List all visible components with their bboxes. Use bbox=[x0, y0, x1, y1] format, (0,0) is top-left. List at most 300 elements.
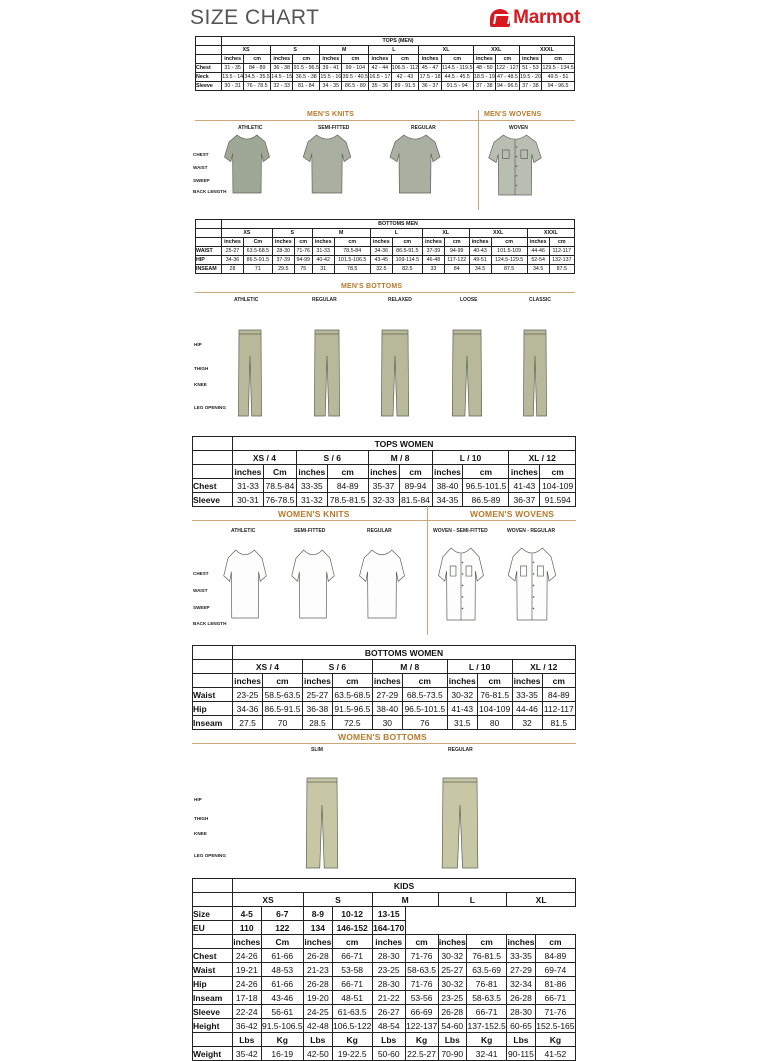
fit-label: ATHLETIC bbox=[234, 297, 259, 303]
measure-label: SWEEP bbox=[193, 178, 210, 183]
table-cell: 96.5-101.5 bbox=[463, 479, 509, 493]
fit-label: RELAXED bbox=[388, 297, 412, 303]
measure-label: BACK LENGTH bbox=[193, 621, 227, 626]
table-cell: 31-33 bbox=[312, 247, 334, 256]
table-cell: 106.5-122 bbox=[333, 1020, 372, 1031]
table-cell: 61-66 bbox=[261, 949, 304, 963]
unit-header: inches bbox=[372, 935, 405, 949]
unit-header: cm bbox=[332, 935, 372, 949]
womens-knits-title: WOMEN'S KNITS bbox=[278, 509, 350, 519]
athletic-knit-shirt-icon bbox=[225, 135, 270, 193]
table-cell: 30-32 bbox=[447, 688, 477, 702]
table-cell: 61-66 bbox=[261, 977, 304, 991]
table-cell: 39.5 - 40.5 bbox=[342, 74, 368, 80]
table-cell: 28-30 bbox=[372, 949, 405, 963]
table-cell: 104-109 bbox=[540, 479, 576, 493]
table-cell: 48 - 50 bbox=[473, 64, 495, 73]
row-label: EU bbox=[193, 921, 233, 935]
table-cell: 104-109 bbox=[479, 703, 511, 714]
unit-header: inches bbox=[507, 936, 535, 947]
table-cell: 10-12 bbox=[332, 907, 372, 921]
table-cell: 34-36 bbox=[370, 247, 392, 256]
table-cell: 52-54 bbox=[527, 256, 549, 265]
table-cell: 24-26 bbox=[233, 977, 262, 991]
table-cell: 17-18 bbox=[233, 991, 262, 1005]
unit-header: inches bbox=[234, 466, 262, 477]
unit-header: inches bbox=[448, 675, 476, 686]
table-cell: 26-28 bbox=[438, 1005, 467, 1019]
unit-header: Lbs bbox=[304, 1033, 333, 1047]
table-cell: 45 - 47 bbox=[419, 64, 441, 73]
table-cell: 49.5 - 51 bbox=[542, 73, 575, 82]
table-cell: 58-63.5 bbox=[405, 963, 438, 977]
unit-header: Lbs bbox=[438, 1033, 467, 1047]
table-cell: 19-22.5 bbox=[332, 1047, 372, 1061]
table-cell: 42-48 bbox=[304, 1019, 333, 1033]
table-cell: 18.5 - 19 bbox=[473, 74, 495, 80]
unit-header: inches bbox=[433, 466, 461, 477]
size-header: XL / 12 bbox=[512, 660, 576, 674]
table-cell: 41-52 bbox=[535, 1047, 575, 1061]
unit-header: inches bbox=[271, 55, 293, 64]
table-cell: 36-38 bbox=[302, 702, 332, 716]
row-label: Inseam bbox=[193, 716, 233, 730]
table-cell: 87.5 bbox=[549, 265, 574, 274]
unit-header: cm bbox=[477, 674, 512, 688]
table-cell: 46-48 bbox=[422, 256, 444, 265]
table-cell: 42 - 43 bbox=[391, 73, 419, 82]
size-header: XL / 12 bbox=[509, 451, 576, 465]
unit-header: inches bbox=[272, 238, 294, 247]
table-cell: 36-37 bbox=[509, 493, 540, 507]
unit-header: inches bbox=[222, 55, 244, 64]
table-cell: 87.5 bbox=[491, 265, 527, 274]
table-cell: 122 - 127 bbox=[496, 65, 519, 71]
table-cell: 69-74 bbox=[535, 963, 575, 977]
table-cell: 33 bbox=[422, 265, 444, 274]
table-cell: 112-117 bbox=[549, 247, 574, 256]
table-cell: 81 - 84 bbox=[293, 82, 320, 91]
table-cell: 44-46 bbox=[527, 247, 549, 256]
row-label: Waist bbox=[193, 963, 233, 977]
unit-header: inches bbox=[513, 675, 541, 686]
size-header: XL bbox=[507, 893, 576, 907]
unit-header: cm bbox=[294, 238, 312, 247]
row-label: Sleeve bbox=[196, 82, 222, 91]
measure-label: THIGH bbox=[194, 366, 209, 371]
table-cell: 81.5 bbox=[542, 716, 575, 730]
table-cell: 19-20 bbox=[304, 991, 333, 1005]
classic-pants-icon bbox=[523, 330, 546, 416]
table-cell: 66-71 bbox=[332, 977, 372, 991]
unit-header: inches bbox=[469, 238, 491, 247]
table-cell: 21-23 bbox=[304, 963, 333, 977]
row-label: Neck bbox=[196, 73, 222, 82]
measure-label: KNEE bbox=[194, 382, 207, 387]
table-cell: 28-30 bbox=[507, 1005, 536, 1019]
table-cell: 34-36 bbox=[233, 702, 263, 716]
table-cell: 26-28 bbox=[304, 949, 333, 963]
table-cell: 76 - 78.5 bbox=[244, 82, 271, 91]
table-cell: 37 - 38 bbox=[473, 82, 495, 91]
table-cell: 43-46 bbox=[261, 991, 304, 1005]
fit-label: REGULAR bbox=[312, 297, 337, 303]
page-title: SIZE CHART bbox=[190, 6, 320, 29]
unit-header: cm bbox=[444, 238, 469, 247]
table-cell: 23-25 bbox=[438, 991, 467, 1005]
row-label: HIP bbox=[196, 256, 222, 265]
unit-header: cm bbox=[342, 55, 369, 64]
table-cell: 37-39 bbox=[422, 247, 444, 256]
measure-label: SWEEP bbox=[193, 605, 210, 610]
size-header: L / 10 bbox=[432, 451, 509, 465]
athletic-pants-icon bbox=[238, 330, 261, 416]
table-cell: 31.5 bbox=[447, 716, 477, 730]
table-cell: 8-9 bbox=[304, 907, 333, 921]
unit-header: cm bbox=[402, 674, 447, 688]
women-slim-pants-icon bbox=[306, 778, 338, 868]
table-cell: 34 - 35 bbox=[320, 82, 342, 91]
table-cell: 106.5 - 112 bbox=[391, 65, 419, 71]
table-cell: 71-76 bbox=[294, 247, 312, 256]
unit-header: cm bbox=[327, 465, 368, 479]
table-cell: 71-76 bbox=[405, 949, 438, 963]
table-cell: 31-32 bbox=[296, 493, 327, 507]
table-cell: 34.5 - 35.5 bbox=[244, 74, 270, 80]
table-cell: 31-33 bbox=[233, 479, 264, 493]
size-header: XS / 4 bbox=[233, 451, 297, 465]
table-cell: 27.5 bbox=[233, 716, 263, 730]
table-cell: 32-34 bbox=[507, 977, 536, 991]
relaxed-pants-icon bbox=[381, 330, 408, 416]
table-cell: 122 bbox=[261, 921, 304, 935]
unit-header: inches bbox=[320, 55, 342, 64]
table-cell: 4-5 bbox=[233, 907, 262, 921]
unit-header: Kg bbox=[467, 1033, 507, 1047]
size-header: M / 8 bbox=[368, 451, 432, 465]
table-cell: 6-7 bbox=[261, 907, 304, 921]
table-cell: 34.5 bbox=[527, 265, 549, 274]
table-cell: 78.5-81.5 bbox=[327, 493, 368, 507]
table-cell: 26-27 bbox=[372, 1005, 405, 1019]
table-cell: 26-28 bbox=[507, 991, 536, 1005]
row-label: Chest bbox=[193, 479, 233, 493]
table-cell: 76-81 bbox=[467, 977, 507, 991]
unit-header: inches bbox=[234, 675, 262, 686]
mens-wovens-title: MEN'S WOVENS bbox=[484, 111, 542, 118]
table-cell: 81-86 bbox=[535, 977, 575, 991]
table-cell: 68.5-73.5 bbox=[402, 688, 447, 702]
table-cell: 16.5 - 17 bbox=[369, 74, 391, 80]
fit-label: WOVEN - SEMI-FITTED bbox=[433, 528, 488, 534]
size-header: L bbox=[369, 46, 419, 55]
table-caption: TOPS (MEN) bbox=[222, 37, 575, 46]
unit-header: inches bbox=[298, 466, 326, 477]
unit-header: inches bbox=[519, 55, 541, 64]
unit-header: cm bbox=[463, 465, 509, 479]
table-cell: 30-32 bbox=[438, 949, 467, 963]
table-cell: 96.5-101.5 bbox=[402, 702, 447, 716]
table-cell: 53-58 bbox=[332, 963, 372, 977]
unit-header: Lbs bbox=[507, 1033, 536, 1047]
table-cell: 44-46 bbox=[512, 702, 542, 716]
blank-cell bbox=[193, 1033, 233, 1047]
table-cell: 17.5 - 18 bbox=[419, 74, 441, 80]
row-label: Sleeve bbox=[193, 1005, 233, 1019]
table-cell: 31 bbox=[312, 265, 334, 274]
row-label: INSEAM bbox=[196, 265, 222, 274]
table-cell: 37 - 38 bbox=[519, 82, 541, 91]
table-cell: 75 bbox=[294, 265, 312, 274]
table-cell: 94 - 96.5 bbox=[542, 82, 575, 91]
table-cell: 48-51 bbox=[332, 991, 372, 1005]
size-header: S bbox=[272, 229, 312, 238]
size-header: L bbox=[370, 229, 422, 238]
table-cell: 24-26 bbox=[233, 949, 262, 963]
table-cell: 22-24 bbox=[233, 1005, 262, 1019]
size-header: M bbox=[320, 46, 369, 55]
measure-label: KNEE bbox=[194, 831, 207, 836]
unit-header: Cm bbox=[261, 935, 304, 949]
unit-header: Lbs bbox=[233, 1033, 262, 1047]
size-header: XXXL bbox=[519, 46, 574, 55]
table-cell: 29.5 bbox=[272, 265, 294, 274]
table-cell: 82.5 bbox=[392, 265, 422, 274]
table-cell: 78.5 bbox=[334, 265, 370, 274]
table-cell: 28-30 bbox=[272, 247, 294, 256]
measure-label: LEG OPENING bbox=[194, 853, 226, 858]
table-cell: 48-53 bbox=[261, 963, 304, 977]
table-cell: 23-25 bbox=[372, 963, 405, 977]
measure-label: WAIST bbox=[193, 588, 208, 593]
table-cell: 34.5 bbox=[469, 265, 491, 274]
table-cell: 41-43 bbox=[447, 702, 477, 716]
row-label: Hip bbox=[193, 977, 233, 991]
unit-header: cm bbox=[540, 465, 576, 479]
size-header: XXL bbox=[469, 229, 527, 238]
table-cell: 63.5-69 bbox=[467, 963, 507, 977]
table-cell: 27-29 bbox=[507, 963, 536, 977]
table-cell: 49-51 bbox=[469, 256, 491, 265]
table-cell: 134 bbox=[304, 921, 333, 935]
table-cell: 76 bbox=[402, 716, 447, 730]
table-cell: 33-35 bbox=[512, 688, 542, 702]
unit-header: Kg bbox=[405, 1033, 438, 1047]
table-cell: 30 bbox=[372, 716, 402, 730]
unit-header: Lbs bbox=[372, 1033, 405, 1047]
table-cell: 86.5-91.5 bbox=[243, 256, 272, 265]
table-cell: 86.5 - 89 bbox=[342, 82, 369, 91]
woven-shirt-icon bbox=[489, 135, 542, 195]
brand-name: Marmot bbox=[513, 7, 580, 28]
table-cell: 78.5-84 bbox=[263, 479, 296, 493]
table-cell: 39 - 41 bbox=[320, 64, 342, 73]
table-cell: 25-27 bbox=[302, 688, 332, 702]
row-label: WAIST bbox=[196, 247, 222, 256]
size-header: S bbox=[271, 46, 320, 55]
table-cell: 37-39 bbox=[272, 256, 294, 265]
table-cell: 114.5 - 119.5 bbox=[441, 65, 473, 71]
table-cell: 27-29 bbox=[372, 688, 402, 702]
table-cell: 28.5 bbox=[302, 716, 332, 730]
measure-label: CHEST bbox=[193, 571, 209, 576]
unit-header: Kg bbox=[535, 1033, 575, 1047]
row-label: Inseam bbox=[193, 991, 233, 1005]
table-cell: 19-21 bbox=[233, 963, 262, 977]
measure-label: HIP bbox=[194, 342, 202, 347]
table-cell: 13-15 bbox=[372, 907, 405, 921]
measure-label: HIP bbox=[194, 797, 202, 802]
table-cell: 54-60 bbox=[438, 1019, 467, 1033]
table-cell: 110 bbox=[233, 921, 262, 935]
table-cell: 30 - 31 bbox=[222, 82, 244, 91]
table-cell: 94 - 96.5 bbox=[496, 83, 518, 89]
table-cell: 76-81.5 bbox=[477, 688, 512, 702]
table-cell: 36 - 37 bbox=[419, 82, 441, 91]
unit-header: inches bbox=[422, 238, 444, 247]
table-cell: 71-76 bbox=[405, 977, 438, 991]
table-cell: 89-94 bbox=[399, 479, 432, 493]
table-cell: 60-65 bbox=[507, 1019, 536, 1033]
table-cell: 43-45 bbox=[370, 256, 392, 265]
row-label: Chest bbox=[193, 949, 233, 963]
table-cell: 25-27 bbox=[438, 963, 467, 977]
table-cell: 137-152.5 bbox=[467, 1020, 506, 1031]
womens-wovens-title: WOMEN'S WOVENS bbox=[470, 509, 555, 519]
table-cell: 36-42 bbox=[233, 1019, 262, 1033]
table-cell: 80 bbox=[477, 716, 512, 730]
size-header: XXL bbox=[473, 46, 519, 55]
women-athletic-tee-icon bbox=[224, 550, 267, 618]
table-cell: 34-35 bbox=[432, 493, 463, 507]
unit-header: cm bbox=[399, 465, 432, 479]
unit-header: inches bbox=[233, 936, 261, 947]
fit-label: CLASSIC bbox=[529, 297, 551, 303]
table-cell: 91.5-96.5 bbox=[334, 703, 371, 714]
measure-label: BACK LENGTH bbox=[193, 189, 227, 194]
table-cell: 76-78.5 bbox=[263, 493, 296, 507]
womens-bottoms-title: WOMEN'S BOTTOMS bbox=[338, 732, 427, 742]
table-cell: 63.5-68.5 bbox=[243, 247, 272, 256]
table-cell: 84-89 bbox=[542, 688, 575, 702]
table-cell: 61-63.5 bbox=[332, 1005, 372, 1019]
unit-header: cm bbox=[391, 55, 419, 64]
table-cell: 42-50 bbox=[304, 1047, 333, 1061]
unit-header: inches bbox=[370, 238, 392, 247]
row-label: Sleeve bbox=[193, 493, 233, 507]
table-caption: BOTTOMS MEN bbox=[222, 220, 575, 229]
unit-header: inches bbox=[369, 55, 391, 64]
unit-header: Cm bbox=[243, 238, 272, 247]
row-label: Hip bbox=[193, 702, 233, 716]
measure-label: LEG OPENING bbox=[194, 405, 226, 410]
mens-knits-title: MEN'S KNITS bbox=[307, 111, 355, 118]
table-cell: 36 - 38 bbox=[271, 64, 293, 73]
regular-pants-icon bbox=[314, 330, 339, 416]
size-header: S / 6 bbox=[302, 660, 372, 674]
row-label: Waist bbox=[193, 688, 233, 702]
fit-label: REGULAR bbox=[367, 528, 392, 534]
table-cell: 66-71 bbox=[535, 991, 575, 1005]
table-cell: 132-137 bbox=[549, 256, 574, 265]
table-cell: 47 - 48.5 bbox=[496, 74, 518, 80]
table-cell: 19.5 - 20 bbox=[519, 74, 541, 80]
table-cell: 44.5 - 45.5 bbox=[441, 73, 473, 82]
fit-label: ATHLETIC bbox=[238, 125, 263, 131]
table-cell: 70-90 bbox=[438, 1047, 467, 1061]
table-cell: 14.5 - 15 bbox=[271, 74, 293, 80]
table-cell: 22.5-27 bbox=[405, 1047, 438, 1061]
women-regular-pants-icon bbox=[442, 778, 478, 868]
table-cell: 30-31 bbox=[233, 493, 264, 507]
unit-header: cm bbox=[542, 674, 575, 688]
table-cell: 32.5 bbox=[370, 265, 392, 274]
size-header: XS bbox=[222, 46, 271, 55]
table-cell: 81.5-84 bbox=[399, 493, 432, 507]
unit-header: cm bbox=[491, 238, 527, 247]
table-cell: 70 bbox=[263, 716, 303, 730]
table-cell: 122-137 bbox=[405, 1020, 438, 1031]
unit-header: cm bbox=[542, 55, 575, 64]
size-header: L / 10 bbox=[447, 660, 512, 674]
table-cell: 28 bbox=[222, 265, 244, 274]
table-cell: 53-56 bbox=[405, 991, 438, 1005]
table-cell: 35-42 bbox=[233, 1047, 262, 1061]
table-cell: 152.5-165 bbox=[536, 1020, 575, 1031]
women-regular-tee-icon bbox=[360, 550, 405, 618]
size-header: S bbox=[304, 893, 373, 907]
table-cell: 94-99 bbox=[444, 247, 469, 256]
unit-header: inches bbox=[370, 466, 398, 477]
table-cell: 31 - 35 bbox=[222, 64, 244, 73]
table-cell: 86.5-91.5 bbox=[392, 247, 422, 256]
unit-header: cm bbox=[441, 55, 473, 64]
table-cell: 51 - 53 bbox=[519, 64, 541, 73]
table-cell: 58-63.5 bbox=[467, 991, 507, 1005]
fit-label: REGULAR bbox=[448, 747, 473, 753]
fit-label: REGULAR bbox=[411, 125, 436, 131]
table-cell: 40-43 bbox=[469, 247, 491, 256]
table-cell: 32-33 bbox=[368, 493, 399, 507]
table-cell: 84-89 bbox=[327, 479, 368, 493]
regular-knit-shirt-icon bbox=[390, 135, 440, 193]
unit-header: cm bbox=[467, 935, 507, 949]
unit-header: cm bbox=[334, 238, 370, 247]
unit-header: inches bbox=[373, 675, 401, 686]
table-cell: 33-35 bbox=[296, 479, 327, 493]
table-cell: 91.5 - 96.5 bbox=[293, 65, 319, 71]
women-woven-regular-icon bbox=[508, 548, 556, 620]
table-cell: 42 - 44 bbox=[369, 64, 391, 73]
unit-header: Kg bbox=[332, 1033, 372, 1047]
unit-header: inches bbox=[438, 936, 466, 947]
size-header: XS bbox=[222, 229, 273, 238]
unit-header: Cm bbox=[263, 465, 296, 479]
table-cell: 89 - 91.5 bbox=[391, 82, 419, 91]
size-header: S / 6 bbox=[296, 451, 368, 465]
table-cell: 50-60 bbox=[372, 1047, 405, 1061]
table-cell: 40-42 bbox=[312, 256, 334, 265]
size-header: M bbox=[372, 893, 438, 907]
table-cell: 26-28 bbox=[304, 977, 333, 991]
table-cell: 71-76 bbox=[535, 1005, 575, 1019]
table-cell: 91.5-106.5 bbox=[261, 1020, 303, 1031]
table-cell: 86.5-89 bbox=[463, 493, 509, 507]
table-cell: 86.5-91.5 bbox=[264, 703, 301, 714]
table-cell: 164-170 bbox=[373, 922, 405, 933]
table-cell: 66-71 bbox=[332, 949, 372, 963]
unit-header: cm bbox=[293, 55, 320, 64]
